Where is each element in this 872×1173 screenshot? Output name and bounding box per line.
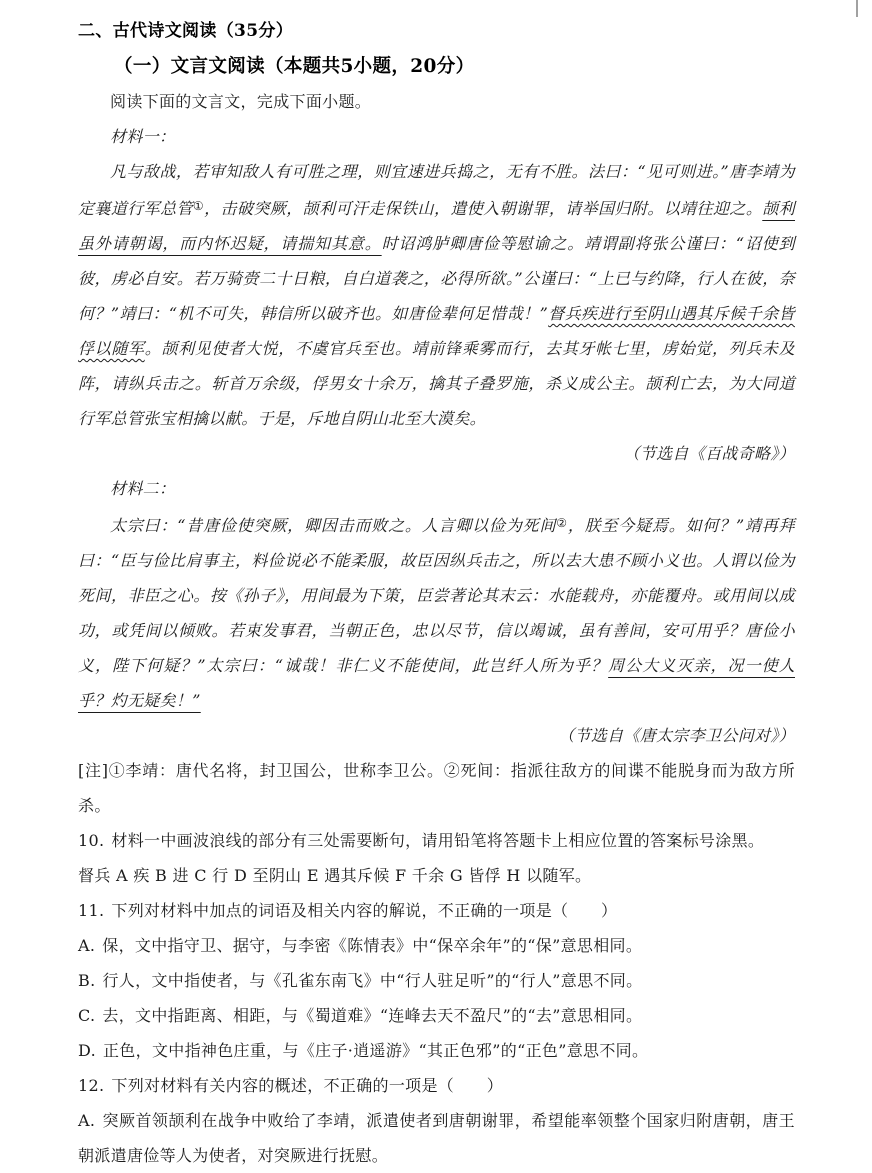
question-12-option-a bbox=[78, 1103, 795, 1173]
question-11-option-a bbox=[78, 928, 795, 963]
material-1-text: 凡与敌战，若审知敌人有可胜之理，则宜速进兵捣之，无有不胜。法曰：“见可则进。”唐李靖为定襄道行军总管①，击破突厥，颉利可汗走保铁山，遣使入朝谢罪，请举国归附。以靖往迎之。颉利虽外请朝谒，而内怀迟疑，请揣知其意。时诏鸿胪卿唐俭等慰谕之。靖谓副将张公谨曰：“诏使到彼，虏必自安。若万骑赍二十日粮，自白道袭之，必得所欲。”公谨曰：“上已与约降，行人在彼，奈何？”靖曰：“机不可失，韩信所以破齐也。如唐俭辈何足惜哉！”督兵疾进行至阴山遇其斥候千余皆俘以随军。颉利见使者大悦，不虞官兵至也。靖前锋乘雾而行，去其牙帐七里，虏始觉，列兵未及阵，请纵兵击之。斩首万余级，俘男女十余万，擒其子叠罗施，杀义成公主。颉利亡去，为大同道行军总管张宝相擒以献。于是，斥地自阴山北至大漠矣。 bbox=[78, 162, 796, 428]
section-title: 二、古代诗文阅读（35分） bbox=[78, 21, 294, 41]
material-2 bbox=[78, 471, 795, 753]
question-10-text: 材料一中画波浪线的部分有三处需要断句，请用铅笔将答题卡上相应位置的答案标号涂黑。 bbox=[111, 831, 765, 850]
option-label: A. bbox=[78, 936, 96, 955]
question-10 bbox=[78, 823, 795, 893]
question-12-text: 下列对材料有关内容的概述，不正确的一项是（ ） bbox=[111, 1076, 504, 1095]
question-12-stem bbox=[78, 1068, 795, 1103]
question-11-option-b bbox=[78, 963, 795, 998]
option-label: B. bbox=[78, 971, 96, 990]
question-11-option-d bbox=[78, 1033, 795, 1068]
material-1-source: （节选自《百战奇略》） bbox=[623, 444, 795, 463]
option-text: 保，文中指守卫、据守，与李密《陈情表》中“保卒余年”的“保”意思相同。 bbox=[102, 936, 643, 955]
question-11-stem bbox=[78, 893, 795, 928]
material-2-text: 太宗曰：“昔唐俭使突厥，卿因击而败之。人言卿以俭为死间②，朕至今疑焉。如何？”靖再拜曰：“臣与俭比肩事主，料俭说必不能柔服，故臣因纵兵击之，所以去大患不顾小义也。人谓以俭为死间，非臣之心。按《孙子》，用间最为下策，臣尝著论其末云：水能载舟，亦能覆舟。或用间以成功，或凭间以倾败。若束发事君，当朝正色，忠以尽节，信以竭诚，虽有善间，安可用乎？唐俭小义，陛下何疑？”太宗曰：“诚哉！非仁义不能使间，此岂纤人所为乎？周公大义灭亲，况一使人乎？灼无疑矣！” bbox=[78, 516, 795, 710]
material-1 bbox=[78, 119, 795, 471]
material-1-label: 材料一： bbox=[110, 127, 176, 146]
reading-instruction: 阅读下面的文言文，完成下面小题。 bbox=[110, 92, 372, 111]
option-text: 正色，文中指神色庄重，与《庄子·逍遥游》“其正色邪”的“正色”意思不同。 bbox=[102, 1041, 649, 1060]
footnote: [注]①李靖：唐代名将，封卫国公，世称李卫公。②死间：指派往敌方的间谍不能脱身而为敌方所杀。 bbox=[78, 761, 795, 815]
option-label: A. bbox=[78, 1111, 96, 1130]
option-text: 去，文中指距离、相距，与《蜀道难》“连峰去天不盈尺”的“去”意思相同。 bbox=[102, 1006, 643, 1025]
question-11 bbox=[78, 893, 795, 1068]
question-10-number: 10. bbox=[78, 831, 105, 850]
scan-artifact-line bbox=[856, 0, 858, 17]
option-text: 突厥首领颉利在战争中败给了李靖，派遣使者到唐朝谢罪，希望能率领整个国家归附唐朝，唐王朝派遣唐俭等人为使者，对突厥进行抚慰。 bbox=[78, 1111, 795, 1165]
subsection-title: （一）文言文阅读（本题共5小题，20分） bbox=[114, 56, 475, 77]
question-12 bbox=[78, 1068, 795, 1173]
question-11-number: 11. bbox=[78, 901, 105, 920]
option-text: 行人，文中指使者，与《孔雀东南飞》中“行人驻足听”的“行人”意思不同。 bbox=[102, 971, 643, 990]
option-label: C. bbox=[78, 1006, 96, 1025]
material-2-label: 材料二： bbox=[110, 479, 176, 498]
question-12-number: 12. bbox=[78, 1076, 105, 1095]
question-11-text: 下列对材料中加点的词语及相关内容的解说，不正确的一项是（ ） bbox=[111, 901, 618, 920]
question-10-stem bbox=[78, 823, 795, 858]
option-label: D. bbox=[78, 1041, 96, 1060]
question-11-option-c bbox=[78, 998, 795, 1033]
question-10-sentence: 督兵 A 疾 B 进 C 行 D 至阴山 E 遇其斥候 F 千余 G 皆俘 H 以随军。 bbox=[78, 866, 592, 885]
material-2-source: （节选自《唐太宗李卫公问对》） bbox=[558, 726, 795, 745]
